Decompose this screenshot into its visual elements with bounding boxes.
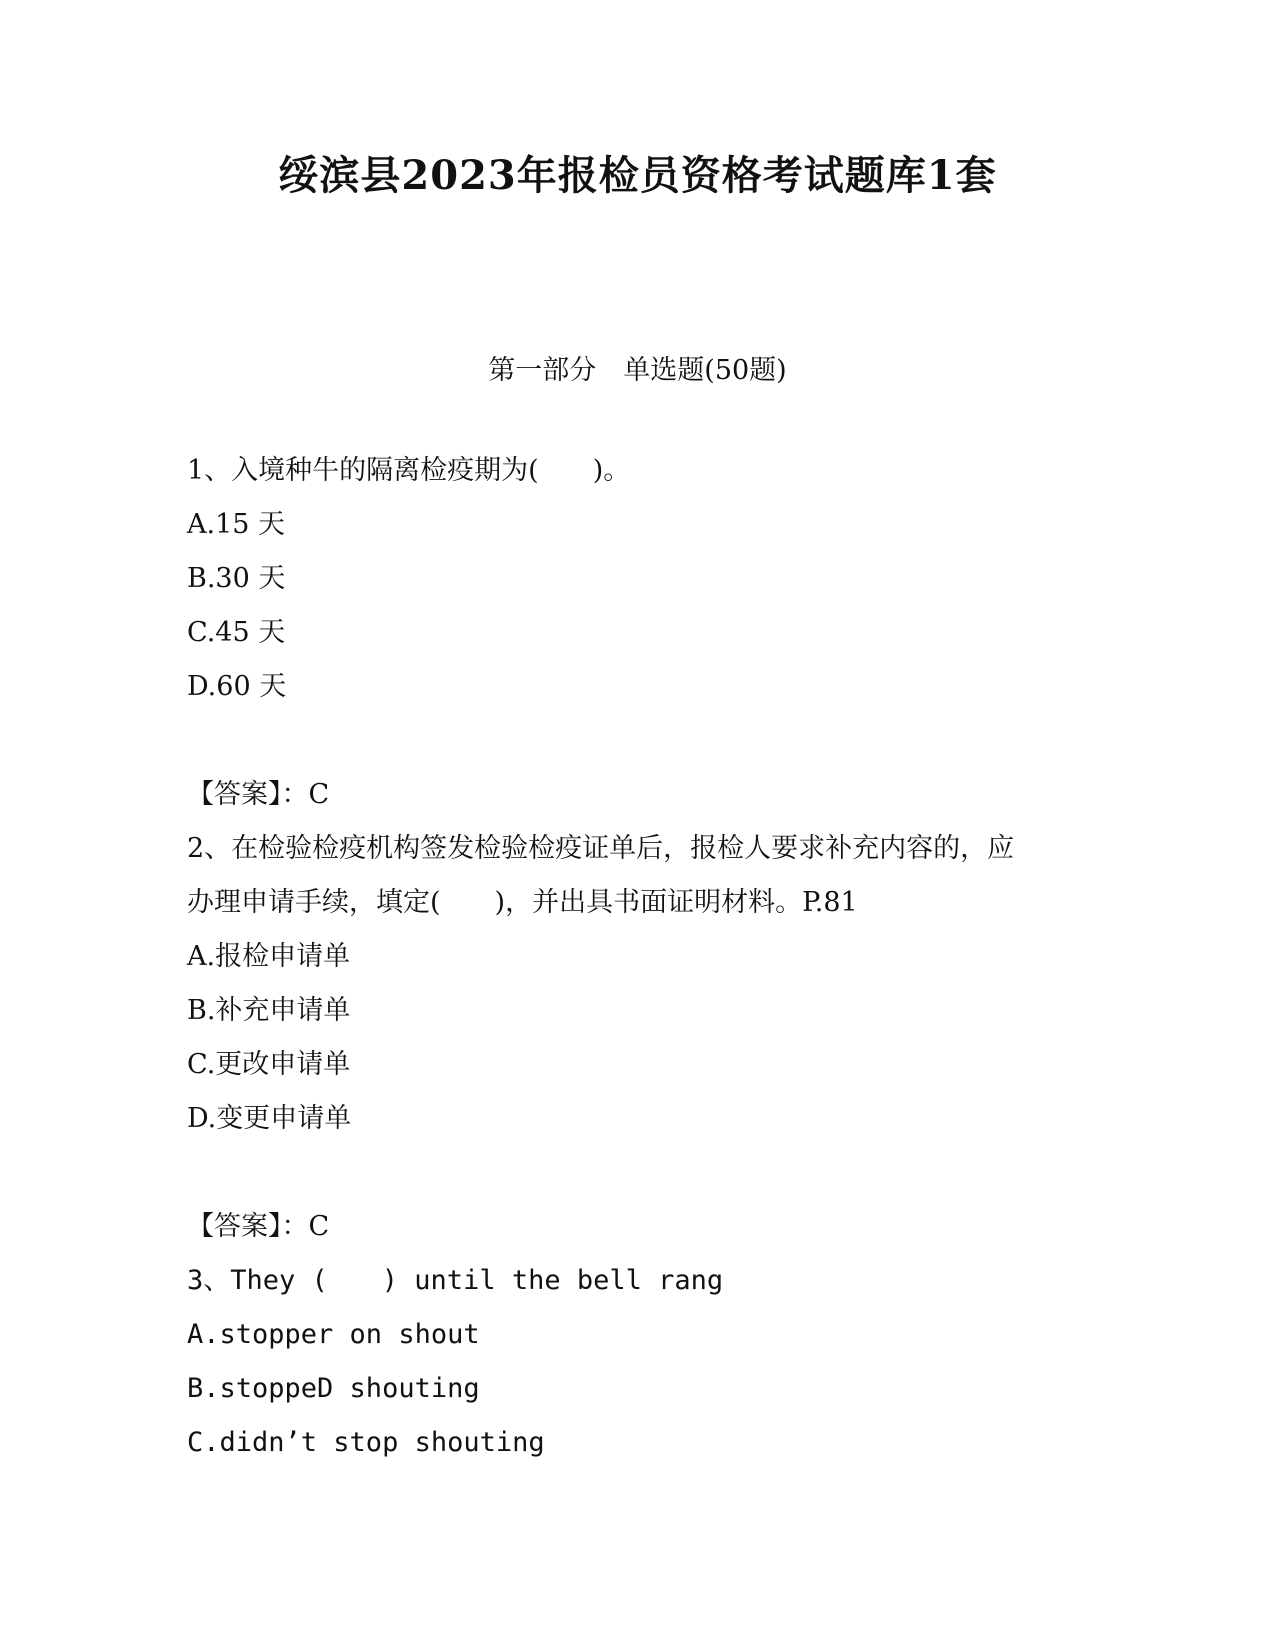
question-1-option-a: A.15 天 [187, 509, 286, 540]
question-2-option-d: D.变更申请单 [187, 1103, 352, 1134]
question-2-stem-line-2: 办理申请手续，填定( )，并出具书面证明材料。P.81 [187, 887, 858, 918]
question-2-option-a: A.报检申请单 [187, 941, 351, 972]
section-title: 第一部分 单选题(50题) [488, 355, 787, 386]
question-3-option-a: A.stopper on shout [187, 1319, 480, 1350]
question-3-option-b: B.stoppeD shouting [187, 1373, 480, 1404]
question-2-stem-line-1: 2、在检验检疫机构签发检验检疫证单后，报检人要求补充内容的，应 [187, 833, 1015, 864]
question-2-answer: 【答案】：C [187, 1211, 330, 1242]
question-1-stem: 1、入境种牛的隔离检疫期为( )。 [187, 455, 631, 486]
question-1-answer: 【答案】：C [187, 779, 330, 810]
document-title: 绥滨县2023年报检员资格考试题库1套 [278, 152, 997, 199]
question-1-option-d: D.60 天 [187, 671, 287, 702]
question-3-stem: 3、They ( ) until the bell rang [187, 1265, 724, 1296]
question-1-option-c: C.45 天 [187, 617, 286, 648]
question-2-option-b: B.补充申请单 [187, 995, 351, 1026]
question-3-option-c: C.didn’t stop shouting [187, 1427, 545, 1458]
question-2-option-c: C.更改申请单 [187, 1049, 351, 1080]
question-1-option-b: B.30 天 [187, 563, 286, 594]
